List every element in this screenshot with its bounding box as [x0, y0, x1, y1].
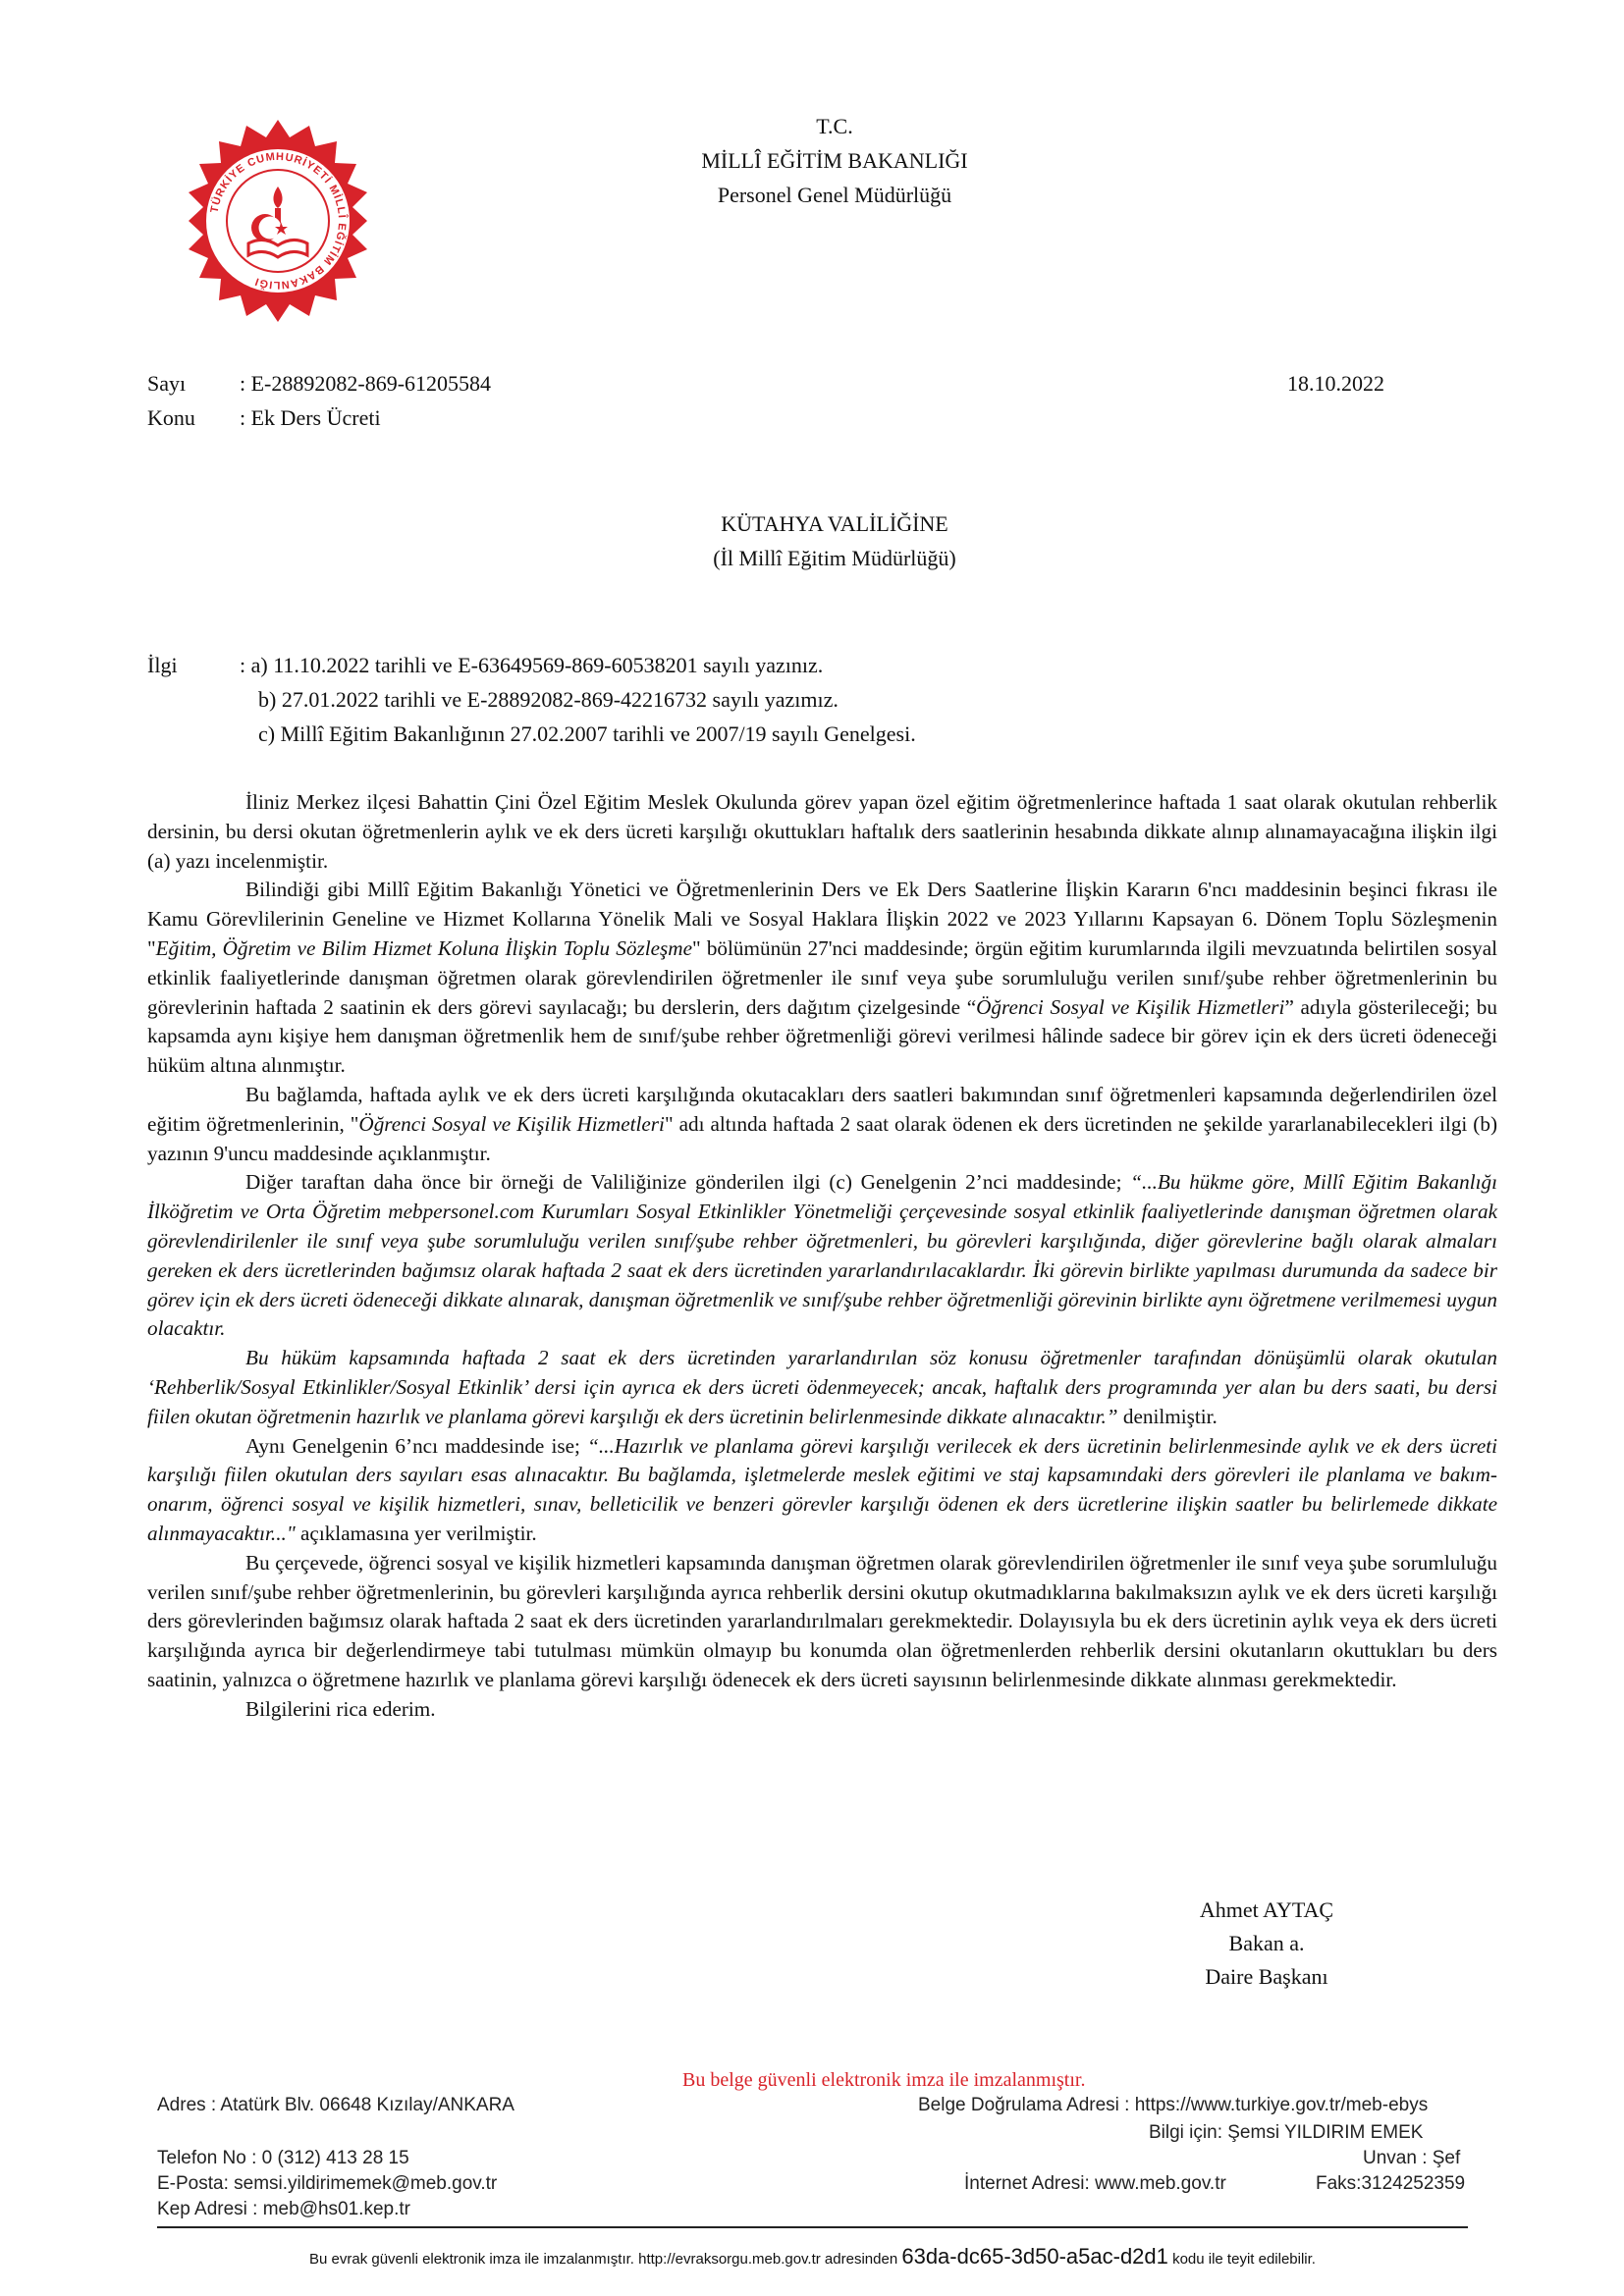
footer-verify-url[interactable]: Belge Doğrulama Adresi : https://www.turkiye.gov.tr/meb-ebys	[918, 2095, 1429, 2115]
footer-internet[interactable]: İnternet Adresi: www.meb.gov.tr	[964, 2173, 1226, 2194]
body-paragraph-1: İliniz Merkez ilçesi Bahattin Çini Özel Eğitim Meslek Okulunda görev yapan özel eğitim öğretmenlerince haftada 1 saat olarak okutulan rehberlik dersinin, bu dersi okutan öğretmenlerin aylık ve ek ders ücreti karşılığı okuttukları haftalık ders saatlerinin hesabında dikkate alınıp alınamayacağına ilişkin ilgi (a) yazı incelenmiştir.	[147, 790, 1497, 873]
seal-ring-text: TÜRKİYE CUMHURİYETİ MİLLÎ EĞİTİM BAKANLIĞI	[208, 150, 349, 292]
ilgi-label: İlgi	[147, 653, 178, 677]
addressee-line2: (İl Millî Eğitim Müdürlüğü)	[713, 546, 956, 570]
verification-suffix: kodu ile teyit edilebilir.	[1172, 2251, 1316, 2268]
body-paragraph-2: Bilindiği gibi Millî Eğitim Bakanlığı Yönetici ve Öğretmenlerinin Ders ve Ek Ders Saatlerine İlişkin Kararın 6'ncı maddesinin beşinci fıkrası ile Kamu Görevlilerinin Geneline ve Hizmet Kollarına Yönelik Mali ve Sosyal Haklara İlişkin 2022 ve 2023 Yıllarını Kapsayan 6. Dönem Toplu Sözleşmenin "Eğitim, Öğretim ve Bilim Hizmet Koluna İlişkin Toplu Sözleşme" bölümünün 27'nci maddesinde; örgün eğitim kurumlarında ilgili mevzuatında belirtilen sosyal etkinlik faaliyetlerinde danışman öğretmen olarak görevlendirilen öğretmenler ile sınıf veya şube sorumluluğu verilen sınıf/şube rehber öğretmenlerinin bu görevlerinin haftada 2 saatinin ek ders görevi sayılacağı; bu derslerin, ders dağıtım çizelgesinde “Öğrenci Sosyal ve Kişilik Hizmetleri” adıyla gösterileceği; bu kapsamda aynı kişiye hem danışman öğretmenlik hem de sınıf/şube rehber öğretmenliği görevi verilmesi hâlinde sadece bir görev için ek ders ücreti ödeneceği hüküm altına alınmıştır.	[147, 878, 1497, 1078]
header-directorate: Personel Genel Müdürlüğü	[717, 183, 952, 207]
signatory-title-1: Bakan a.	[1228, 1931, 1305, 1955]
body-paragraph-3: Bu bağlamda, haftada aylık ve ek ders ücreti karşılığında okutacakları ders saatleri bakımından sınıf öğretmenleri kapsamında değerlendirilen özel eğitim öğretmenlerinin, "Öğrenci Sosyal ve Kişilik Hizmetleri" adı altında haftada 2 saat olarak ödenen ek ders ücretinden ne şekilde yararlanabilecekleri ilgi (b) yazının 9'uncu maddesinde açıklanmıştır.	[147, 1082, 1498, 1165]
body-paragraph-closing: Bilgilerini rica ederim.	[245, 1696, 436, 1721]
verification-line	[157, 2244, 1468, 2269]
footer-divider	[157, 2226, 1468, 2228]
konu-value: : Ek Ders Ücreti	[240, 405, 381, 430]
footer-email[interactable]: E-Posta: semsi.yildirimemek@meb.gov.tr	[157, 2173, 498, 2194]
header-tc: T.C.	[816, 114, 853, 138]
footer-phone: Telefon No : 0 (312) 413 28 15	[157, 2148, 409, 2168]
ilgi-c: c) Millî Eğitim Bakanlığının 27.02.2007 tarihli ve 2007/19 sayılı Genelgesi.	[258, 721, 916, 746]
konu-label: Konu	[147, 405, 195, 430]
signatory-name: Ahmet AYTAÇ	[1199, 1897, 1334, 1922]
body-paragraph-4: Diğer taraftan daha önce bir örneği de Valiliğinize gönderilen ilgi (c) Genelgenin 2’nci maddesinde; “...Bu hükme göre, Millî Eğitim Bakanlığı İlköğretim ve Orta Öğretim mebpersonel.com Kurumları Sosyal Etkinlikler Yönetmeliği çerçevesinde sosyal etkinlik faaliyetlerinde danışman öğretmen olarak görevlendirilenler ile sınıf veya şube sorumluluğu verilen sınıf/şube rehber öğretmenleri, bu görevleri karşılığında, diğer görevlerine bağlı olarak almaları gereken ek ders ücretlerinden bağımsız olarak haftada 2 saat ek ders ücretinden yararlandırılacaklardır. İki görevin birlikte yapılması durumunda da sadece bir görev için ek ders ücreti ödeneceği dikkate alınarak, danışman öğretmenlik ve sınıf/şube rehber öğretmenliği görevinin birlikte aynı öğretmene verilmemesi uygun olacaktır.	[147, 1170, 1497, 1341]
addressee-line1: KÜTAHYA VALİLİĞİNE	[721, 511, 948, 536]
footer-info-contact: Bilgi için: Şemsi YILDIRIM EMEK	[1149, 2122, 1424, 2143]
body-paragraph-5: Bu hüküm kapsamında haftada 2 saat ek ders ücretinden yararlandırılan söz konusu öğretmenler tarafından dönüşümlü olarak okutulan ‘Rehberlik/Sosyal Etkinlikler/Sosyal Etkinlik’ dersi için ayrıca ek ders ücreti ödenmeyecek; ancak, haftalık ders programında yer alan bu ders saati, bu dersi fiilen okutan öğretmenin hazırlık ve planlama görevi karşılığı ek ders ücretinin belirlenmesinde dikkate alınacaktır.” denilmiştir.	[147, 1346, 1497, 1428]
footer-unvan: Unvan : Şef	[1363, 2148, 1461, 2168]
letter-body	[147, 788, 1497, 1725]
sayi-value: : E-28892082-869-61205584	[240, 371, 492, 396]
ilgi-a: : a) 11.10.2022 tarihli ve E-63649569-869-60538201 sayılı yazınız.	[240, 653, 824, 677]
ilgi-b: b) 27.01.2022 tarihli ve E-28892082-869-42216732 sayılı yazımız.	[258, 687, 839, 712]
footer-kep: Kep Adresi : meb@hs01.kep.tr	[157, 2199, 410, 2219]
body-paragraph-7: Bu çerçevede, öğrenci sosyal ve kişilik hizmetleri kapsamında danışman öğretmen olarak görevlendirilen öğretmenler ile sınıf veya şube sorumluluğu verilen sınıf/şube rehber öğretmenlerinin, bu görevleri karşılığında ayrıca rehberlik dersini okutup okutmadıklarına bakılmaksızın aylık ve ek ders ücreti karşılığı ders görevlerinden bağımsız olarak haftada 2 saat ek ders ücretinden yararlandırılmaları gerekmektedir. Dolayısıyla bu ek ders ücretinin aylık veya ek ders ücreti karşılığında ayrıca bir değerlendirmeye tabi tutulması mümkün olmayıp bu konumda olan öğretmenlerden rehberlik dersini okutanların okuttukları bu ders saatinin, yalnızca o öğretmene hazırlık ve planlama görevi karşılığı ödenecek ek ders ücreti sayısının belirlenmesinde dikkate alınması gerekmektedir.	[147, 1550, 1497, 1691]
signatory-title-2: Daire Başkanı	[1205, 1964, 1328, 1989]
ministry-seal-logo	[175, 118, 381, 324]
footer-fax: Faks:3124252359	[1316, 2173, 1466, 2194]
header-ministry: MİLLÎ EĞİTİM BAKANLIĞI	[701, 148, 968, 173]
esign-notice: Bu belge güvenli elektronik imza ile imzalanmıştır.	[682, 2069, 1086, 2091]
verification-code: 63da-dc65-3d50-a5ac-d2d1	[901, 2244, 1168, 2269]
verification-prefix: Bu evrak güvenli elektronik imza ile imzalanmıştır. http://evraksorgu.meb.gov.tr adresinden	[309, 2251, 898, 2268]
body-paragraph-6: Aynı Genelgenin 6’ncı maddesinde ise; “...Hazırlık ve planlama görevi karşılığı verilecek ek ders ücretinin belirlenmesinde aylık ve ek ders ücreti karşılığı fiilen okutulan ders sayıları esas alınacaktır. Bu bağlamda, işletmelerde meslek eğitimi ve staj kapsamındaki ders görevleri ile planlama ve bakım-onarım, öğrenci sosyal ve kişilik hizmetleri, sınav, belleticilik ve benzeri görevler karşılığı ödenen ek ders ücretlerine ilişkin saatler bu belirlemede dikkate alınmayacaktır..." açıklamasına yer verilmiştir.	[147, 1433, 1498, 1545]
sayi-label: Sayı	[147, 371, 187, 396]
footer-address: Adres : Atatürk Blv. 06648 Kızılay/ANKARA	[157, 2095, 514, 2115]
document-date: 18.10.2022	[1287, 371, 1384, 396]
